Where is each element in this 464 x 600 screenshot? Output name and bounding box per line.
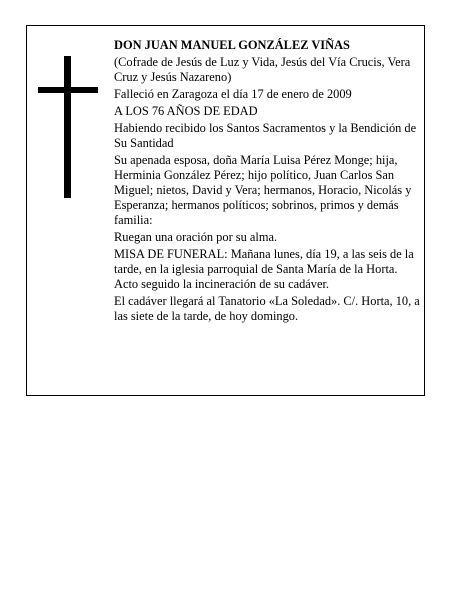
prayer-text: Ruegan una oración por su alma. [114,230,278,244]
sacraments-text: Habiendo recibido los Santos Sacramentos y la Bendición de Su Santidad [114,121,417,150]
arrival-text: El cadáver llegará al Tanatorio «La Soledad». C/. Horta, 10, a las siete de la tarde, de hoy domingo. [114,294,420,323]
obituary-notice [26,25,425,396]
death-date-text: Falleció en Zaragoza el día 17 de enero de 2009 [114,87,352,101]
cross-horizontal-bar [38,87,98,93]
cross-icon [38,56,98,198]
family-text: Su apenada esposa, doña María Luisa Pérez Monge; hija, Herminia González Pérez; hijo político, Juan Carlos San Miguel; nietos, David y Vera; hermanos, Horacio, Nicolás y Esperanza; hermanos políticos; sobrinos, primos y demás familia: [114,153,412,227]
cross-vertical-bar [64,56,71,198]
affiliation-text: (Cofrade de Jesús de Luz y Vida, Jesús del Vía Crucis, Vera Cruz y Jesús Nazareno) [114,55,411,84]
funeral-text: MISA DE FUNERAL: Mañana lunes, día 19, a las seis de la tarde, en la iglesia parroquial de Santa María de la Horta. Acto seguido la incineración de su cadáver. [114,247,414,291]
deceased-name: DON JUAN MANUEL GONZÁLEZ VIÑAS [114,38,350,52]
notice-text [114,38,422,326]
age-text: A LOS 76 AÑOS DE EDAD [114,104,258,118]
